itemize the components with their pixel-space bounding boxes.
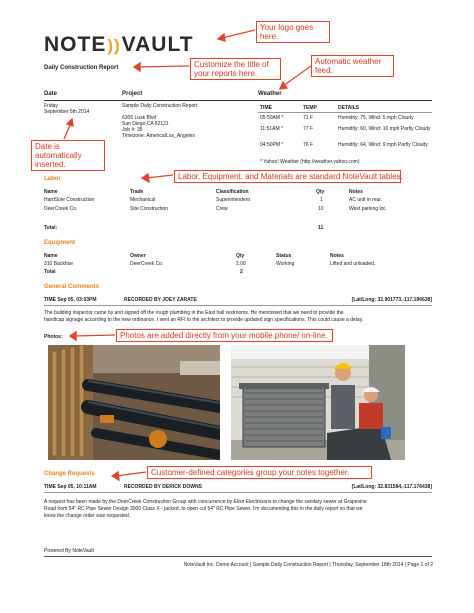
change-text-line: know the change order was requested. <box>44 513 131 519</box>
change-recorded-by: RECORDED BY DERICK DOWNS <box>124 484 202 490</box>
callout-weather: Automatic weather feed. <box>311 55 394 77</box>
labor-cell: Crew <box>216 206 228 212</box>
labor-cell: Superintendent <box>216 197 250 203</box>
notevault-logo: NOTE))VAULT <box>44 33 194 56</box>
equipment-cell: 310 Backhoe <box>44 261 74 267</box>
report-title: Daily Construction Report <box>44 65 119 71</box>
labor-cell: Site Construction <box>130 206 169 212</box>
equipment-col-status: Status <box>276 253 292 259</box>
callout-categories: Customer-defined categories group your notes together. <box>147 466 372 479</box>
change-text-line: Road from 54" RC Pipe Sewer Design 3000 Class X - jacked, to open cut 54" RC Pipe Sewer. I'm documenting this in the daily report so that we <box>44 506 363 512</box>
labor-cell: 1 <box>320 197 323 203</box>
labor-col-name: Name <box>44 189 58 195</box>
change-requests-heading: Change Requests <box>44 471 95 477</box>
labor-cell: Mechanical <box>130 197 156 203</box>
powered-by: Powered By NoteVault <box>44 548 94 554</box>
labor-col-notes: Notes <box>349 189 363 195</box>
general-comments-heading: General Comments <box>44 284 100 290</box>
ac-unit-photo[interactable] <box>231 345 405 460</box>
equipment-cell: DeerCreek Co. <box>130 261 164 267</box>
photos-label: Photos: <box>44 334 63 340</box>
equipment-col-name: Name <box>44 253 58 259</box>
change-time: TIME Sep 05, 10:11AM <box>44 484 97 490</box>
labor-col-qty: Qty <box>316 189 325 195</box>
weather-temp: 77 F <box>303 126 314 132</box>
callout-tables: Labor, Equipment, and Materials are standard NoteVault tables. <box>174 170 401 183</box>
project-line: Job #: 35 <box>122 127 143 133</box>
equipment-heading: Equipment <box>44 240 75 246</box>
equipment-col-owner: Owner <box>130 253 146 259</box>
labor-col-classification: Classification <box>216 189 249 195</box>
change-text-line: A request has been made by the DeerCreek Construction Group with concurrence by Elixir Electricians to change the sanitary sewer at Grapevine <box>44 499 367 505</box>
footer-line: NoteVault Inc. Demo Account | Sample Daily Construction Report | Thursday, September 18th 2014 | Page 1 of 2 <box>183 562 433 568</box>
date-header: Date <box>44 91 58 97</box>
equipment-cell: Lifted and unloaded. <box>330 261 376 267</box>
weather-details: Humidity: 60, Wind: 10 mph Partly Cloudy <box>338 126 431 132</box>
weather-details: Humidity: 64, Wind: 9 mph Partly Cloudy <box>338 142 428 148</box>
weather-col-time: TIME <box>260 105 272 111</box>
equipment-total-value: 2 <box>240 269 243 275</box>
weather-time: 04:50PM * <box>260 142 284 148</box>
equipment-total-label: Total <box>44 269 56 275</box>
general-latlong: [Lat/Long: 32.901773,-117.196638] <box>351 297 432 303</box>
callout-logo: Your logo goes here. <box>256 21 330 43</box>
labor-cell: HardSole Construction <box>44 197 95 203</box>
callout-date: Date is automatically inserted. <box>31 140 105 171</box>
equipment-cell: Working <box>276 261 295 267</box>
sound-waves-icon: )) <box>107 36 121 55</box>
date-day: Friday <box>44 103 58 109</box>
equipment-col-qty: Qty <box>236 253 245 259</box>
labor-cell: AC unit in rear. <box>349 197 383 203</box>
project-line: Sample Daily Construction Report <box>122 103 198 109</box>
project-line: San Diego,CA 92121 <box>122 121 169 127</box>
general-text-line: The building inspector came by and signed off the rough plumbing in the East hall restrooms. He mentioned that we need to provide the <box>44 310 344 316</box>
weather-temp: 76 F <box>303 142 314 148</box>
callout-photos: Photos are added directly from your mobile phone/ on-line. <box>116 329 333 342</box>
labor-total-value: 11 <box>318 225 324 231</box>
weather-col-temp: TEMP <box>303 105 317 111</box>
change-latlong: [Lat/Long: 32.831584,-117.176438] <box>351 484 432 490</box>
labor-total-label: Total: <box>44 225 58 231</box>
general-recorded-by: RECORDED BY JOEY ZARATE <box>124 297 197 303</box>
weather-time: 11:51AM * <box>260 126 283 132</box>
weather-col-details: DETAILS <box>338 105 360 111</box>
general-text-line: handicap signage according to the new ordinance. I sent an RFI to the architect to provide updated sign specifications. This could cause a delay. <box>44 317 364 323</box>
equipment-cell: 2.00 <box>236 261 246 267</box>
pipes-photo[interactable] <box>48 345 220 460</box>
general-time: TIME Sep 05, 03:03PM <box>44 297 97 303</box>
project-header: Project <box>122 91 143 97</box>
callout-title: Customize the title of your reports here. <box>190 58 281 80</box>
weather-header: Weather <box>258 91 282 97</box>
labor-heading: Labor <box>44 176 61 182</box>
labor-col-trade: Trade <box>130 189 144 195</box>
labor-cell: DeerCreek Co. <box>44 206 78 212</box>
project-line: 6305 Lusk Blvd <box>122 115 157 121</box>
labor-cell: 10 <box>318 206 324 212</box>
weather-source: * Yahoo! Weather (http://weather.yahoo.com) <box>260 159 360 165</box>
date-full: September 5th 2014 <box>44 109 90 115</box>
labor-cell: West parking lot. <box>349 206 387 212</box>
equipment-col-notes: Notes <box>330 253 344 259</box>
weather-time: 05:50AM * <box>260 115 284 121</box>
project-line: Timezone: America/Los_Angeles <box>122 133 195 139</box>
weather-details: Humidity: 75, Wind: 5 mph Cloudy <box>338 115 414 121</box>
weather-temp: 71 F <box>303 115 314 121</box>
